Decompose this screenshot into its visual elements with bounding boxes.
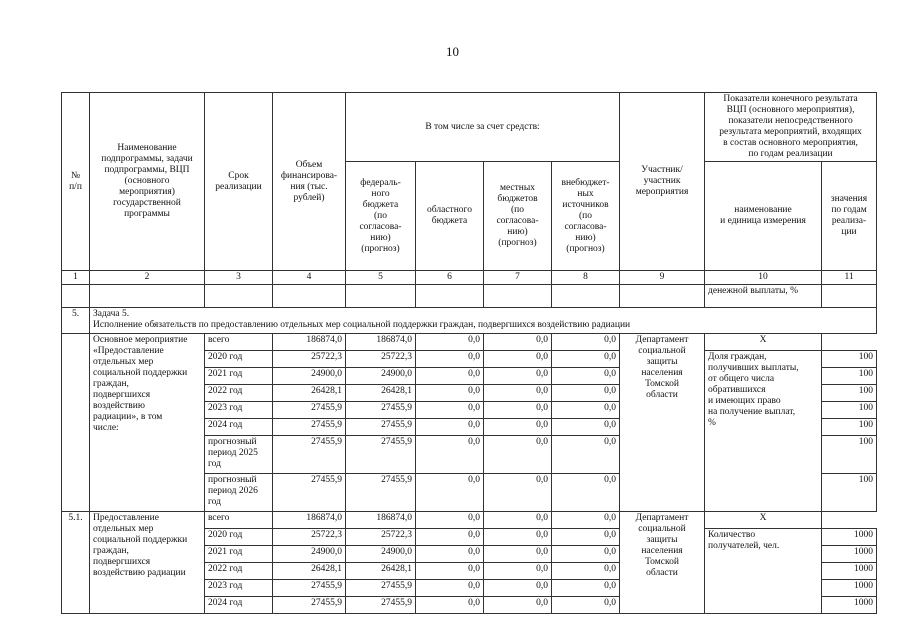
term-cell: всего [205,334,273,351]
header-including: В том числе за счет средств: [346,93,620,162]
term-cell: 2021 год [205,546,273,563]
carry-over-row [62,285,877,308]
indicator-value-cell: 1000 [822,580,877,597]
indicator-value-cell: 100 [822,419,877,436]
regional-cell: 0,0 [416,351,484,368]
extra-cell: 0,0 [552,529,620,546]
header-indicator-values: значения по годам реализа- ции [822,162,877,271]
federal-cell: 186874,0 [346,512,416,529]
term-cell: 2022 год [205,385,273,402]
regional-cell: 0,0 [416,419,484,436]
page-number: 10 [446,44,459,59]
header-num: № п/п [62,93,90,271]
column-number: 6 [416,271,484,285]
header-regional: областного бюджета [416,162,484,271]
indicator-total-mark: X [705,512,822,529]
column-numbers-row [62,271,877,285]
term-cell: прогнозный период 2026 год [205,474,273,512]
regional-cell: 0,0 [416,529,484,546]
regional-cell: 0,0 [416,385,484,402]
indicator-value-cell: 1000 [822,563,877,580]
federal-cell: 25722,3 [346,529,416,546]
header-indicators: Показатели конечного результата ВЦП (основного мероприятия), показатели непосредственного результата мероприятий, входящих в состав основного мероприятия, по годам реализации [705,93,877,162]
federal-cell: 26428,1 [346,563,416,580]
extra-cell: 0,0 [552,474,620,512]
federal-cell: 27455,9 [346,597,416,614]
regional-cell: 0,0 [416,402,484,419]
header-participant: Участник/ участник мероприятия [620,93,705,271]
measure-name: Предоставление отдельных мер социальной поддержки граждан, подвергшихся воздействию радиации [90,512,205,614]
local-cell: 0,0 [484,385,552,402]
federal-cell: 24900,0 [346,546,416,563]
extra-cell: 0,0 [552,580,620,597]
indicator-value-cell: 100 [822,474,877,512]
federal-cell: 27455,9 [346,419,416,436]
volume-cell: 27455,9 [273,419,346,436]
regional-cell: 0,0 [416,512,484,529]
table-row [62,512,877,529]
column-number: 1 [62,271,90,285]
federal-cell: 26428,1 [346,385,416,402]
term-cell: 2023 год [205,580,273,597]
task-text: Исполнение обязательств по предоставлению отдельных мер социальной поддержки граждан, подвергшихся воздействию радиации [93,320,631,330]
carry-over-text: денежной выплаты, % [705,285,822,308]
local-cell: 0,0 [484,546,552,563]
measure-name: Основное мероприятие «Предоставление отдельных мер социальной поддержки граждан, подвергшихся воздействию радиации», в том числе: [90,334,205,512]
extra-cell: 0,0 [552,597,620,614]
volume-cell: 27455,9 [273,580,346,597]
regional-cell: 0,0 [416,546,484,563]
term-cell: 2024 год [205,597,273,614]
local-cell: 0,0 [484,597,552,614]
volume-cell: 27455,9 [273,597,346,614]
regional-cell: 0,0 [416,563,484,580]
term-cell: 2022 год [205,563,273,580]
federal-cell: 27455,9 [346,402,416,419]
header-extra: внебюджет- ных источников (по согласова- нию) (прогноз) [552,162,620,271]
indicator-value-cell: 100 [822,368,877,385]
task-num: 5. [62,308,90,334]
extra-cell: 0,0 [552,351,620,368]
federal-cell: 27455,9 [346,580,416,597]
term-cell: 2024 год [205,419,273,436]
indicator-value-cell: 100 [822,436,877,474]
local-cell: 0,0 [484,402,552,419]
term-cell: 2020 год [205,351,273,368]
participant-cell: Департамент социальной защиты населения Томской области [620,334,705,512]
indicator-value-cell: 1000 [822,597,877,614]
regional-cell: 0,0 [416,368,484,385]
indicator-name-cell: Количество получателей, чел. [705,529,822,614]
local-cell: 0,0 [484,436,552,474]
column-number: 10 [705,271,822,285]
column-number: 5 [346,271,416,285]
extra-cell: 0,0 [552,436,620,474]
volume-cell: 26428,1 [273,563,346,580]
local-cell: 0,0 [484,351,552,368]
row-number: 5.1. [62,512,90,614]
column-number: 9 [620,271,705,285]
volume-cell: 25722,3 [273,529,346,546]
header-volume: Объем финансирова- ния (тыс. рублей) [273,93,346,271]
extra-cell: 0,0 [552,334,620,351]
extra-cell: 0,0 [552,563,620,580]
header-indicator-name: наименование и единица измерения [705,162,822,271]
volume-cell: 27455,9 [273,402,346,419]
local-cell: 0,0 [484,529,552,546]
local-cell: 0,0 [484,580,552,597]
federal-cell: 27455,9 [346,474,416,512]
term-cell: 2023 год [205,402,273,419]
task-row [62,308,877,334]
local-cell: 0,0 [484,563,552,580]
extra-cell: 0,0 [552,368,620,385]
header-name: Наименование подпрограммы, задачи подпрограммы, ВЦП (основного мероприятия) государственной программы [90,93,205,271]
volume-cell: 27455,9 [273,436,346,474]
volume-cell: 186874,0 [273,334,346,351]
regional-cell: 0,0 [416,580,484,597]
federal-cell: 27455,9 [346,436,416,474]
regional-cell: 0,0 [416,436,484,474]
volume-cell: 25722,3 [273,351,346,368]
extra-cell: 0,0 [552,512,620,529]
task-description [90,308,877,334]
column-number: 4 [273,271,346,285]
indicator-value-cell: 100 [822,385,877,402]
header-local: местных бюджетов (по согласова- нию) (прогноз) [484,162,552,271]
extra-cell: 0,0 [552,402,620,419]
extra-cell: 0,0 [552,419,620,436]
local-cell: 0,0 [484,474,552,512]
participant-cell: Департамент социальной защиты населения Томской области [620,512,705,614]
term-cell: 2020 год [205,529,273,546]
extra-cell: 0,0 [552,546,620,563]
federal-cell: 25722,3 [346,351,416,368]
local-cell: 0,0 [484,334,552,351]
regional-cell: 0,0 [416,474,484,512]
volume-cell: 26428,1 [273,385,346,402]
indicator-value-cell: 100 [822,402,877,419]
volume-cell: 27455,9 [273,474,346,512]
regional-cell: 0,0 [416,597,484,614]
indicator-value-cell: 1000 [822,546,877,563]
term-cell: 2021 год [205,368,273,385]
indicator-value-cell: 1000 [822,529,877,546]
column-number: 2 [90,271,205,285]
task-title: Задача 5. [93,309,130,319]
volume-cell: 186874,0 [273,512,346,529]
program-table [61,92,877,614]
indicator-total-mark: X [705,334,822,351]
extra-cell: 0,0 [552,385,620,402]
row-number [62,334,90,512]
term-cell: прогнозный период 2025 год [205,436,273,474]
header-federal: федераль- ного бюджета (по согласова- нию) (прогноз) [346,162,416,271]
table-row [62,334,877,351]
header-term: Срок реализации [205,93,273,271]
column-number: 8 [552,271,620,285]
column-number: 7 [484,271,552,285]
local-cell: 0,0 [484,419,552,436]
local-cell: 0,0 [484,368,552,385]
volume-cell: 24900,0 [273,368,346,385]
volume-cell: 24900,0 [273,546,346,563]
term-cell: всего [205,512,273,529]
column-number: 11 [822,271,877,285]
indicator-name-cell: Доля граждан, получивших выплаты, от общего числа обратившихся и имеющих право на получение выплат, % [705,351,822,512]
federal-cell: 24900,0 [346,368,416,385]
regional-cell: 0,0 [416,334,484,351]
local-cell: 0,0 [484,512,552,529]
indicator-value-cell: 100 [822,351,877,368]
column-number: 3 [205,271,273,285]
federal-cell: 186874,0 [346,334,416,351]
